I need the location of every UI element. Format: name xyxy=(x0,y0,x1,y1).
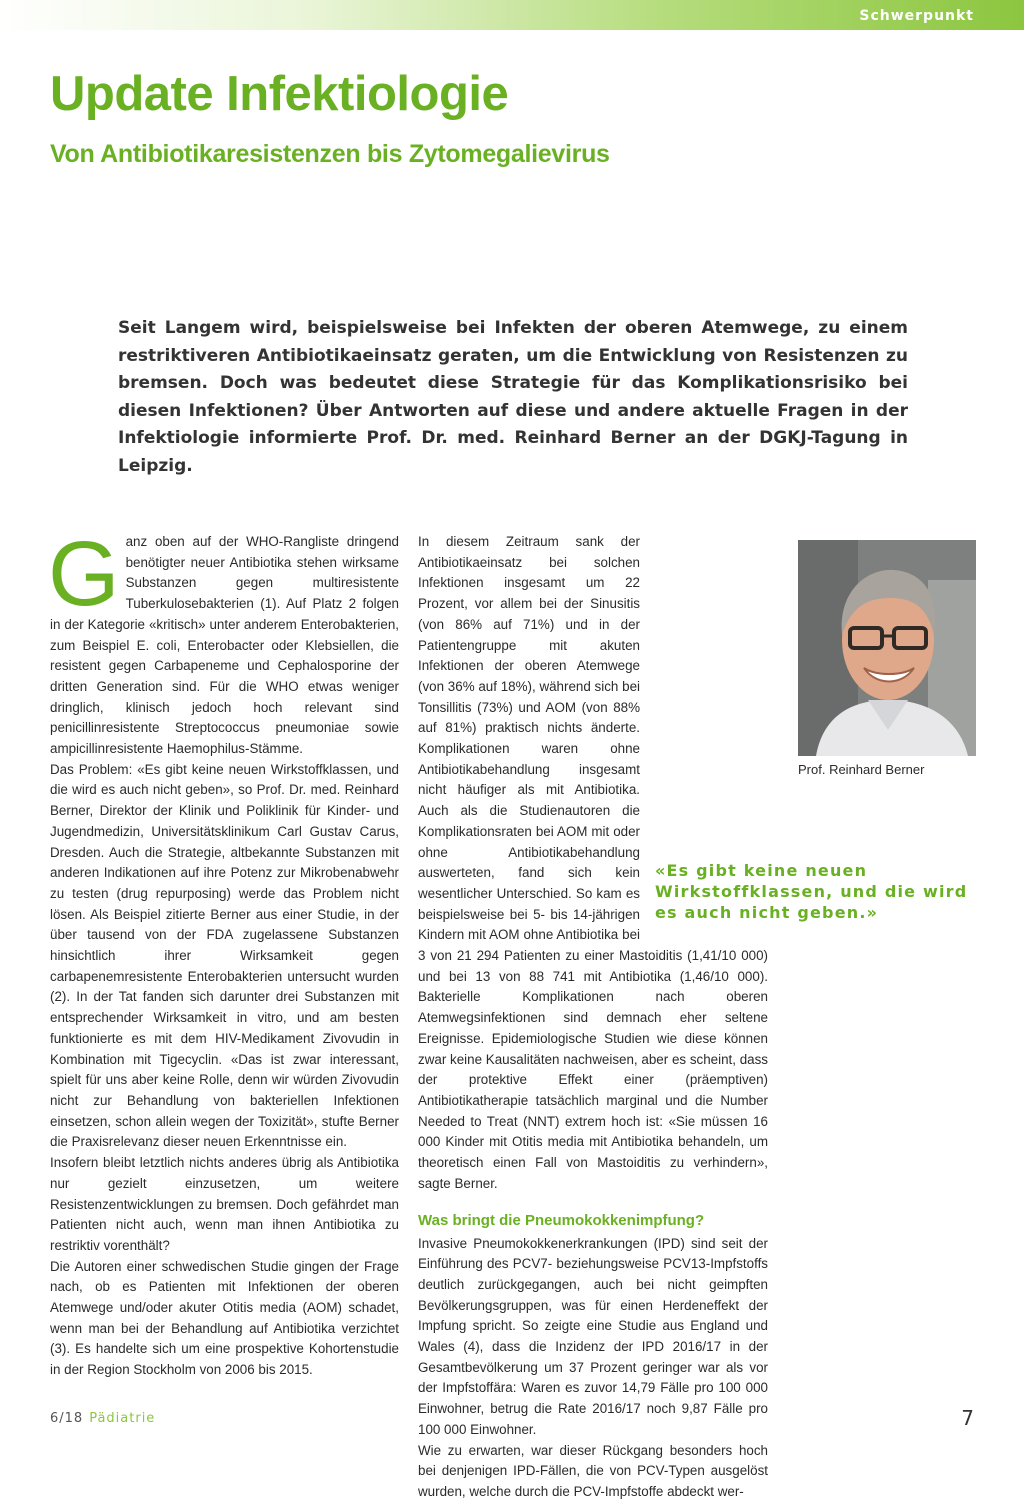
paragraph: Insofern bleibt letztlich nichts anderes übrig als Antibiotika nur gezielt einzusetzen, um weitere Resistenzentwicklungen zu bremsen. Doch gefährdet man Patienten nicht auch, wenn man ihnen Antibiotika zu restriktiv vorenthält? xyxy=(50,1155,399,1253)
photo-caption: Prof. Reinhard Berner xyxy=(798,762,925,777)
footer-issue xyxy=(50,1411,155,1426)
drop-cap: G xyxy=(48,523,120,625)
pull-quote: «Es gibt keine neuen Wirkstoffklassen, und die wird es auch nicht geben.» xyxy=(655,861,968,922)
issue-number: 6/18 xyxy=(50,1411,84,1426)
text-column-2 xyxy=(418,532,768,1503)
article-subtitle: Von Antibiotikaresistenzen bis Zytomegalievirus xyxy=(50,140,610,168)
section-heading: Was bringt die Pneumokokkenimpfung? xyxy=(418,1211,705,1229)
text-column-1 xyxy=(48,523,399,1381)
header-bar xyxy=(0,0,1024,30)
paragraph: anz oben auf der WHO-Rangliste dringend benötigter neuer Antibiotika stehen wirksame Substanzen gegen multiresistente Tuberkulosebakterien (1). Auf Platz 2 folgen in der Kategorie «kritisch» unter anderem Enterobakterien, zum Beispiel E. coli, Enterobacter oder Klebsiellen, die resistent gegen Carbapeneme und Cephalosporine der dritten Generation sind. Für die WHO etwas weniger dringlich, klinisch jedoch hoch relevant sind penicillinresistente Streptococcus pneumoniae sowie ampicillinresistente Haemophilus-Stämme. xyxy=(50,534,399,757)
paragraph: Invasive Pneumokokkenerkrankungen (IPD) sind seit der Einführung des PCV7- beziehungsweise PCV13-Impfstoffs deutlich zurückgegangen, auch bei nicht geimpften Bevölkerungsgruppen, was für einen Herdeneffekt der Impfung spricht. So zeigte eine Studie aus England und Wales (4), dass die Inzidenz der IPD 2016/17 in der Gesamtbevölkerung um 37 Prozent geringer war als vor der Impfstoffära: Waren es zuvor 14,79 Fälle pro 100 000 Einwohner, betrug die Rate 2016/17 noch 9,87 Fälle pro 100 000 Einwohner. xyxy=(418,1235,768,1437)
portrait-illustration xyxy=(798,540,976,756)
paragraph: In diesem Zeitraum sank der Antibiotikaeinsatz bei solchen Infektionen insgesamt um 22 Prozent, vor allem bei der Sinusitis (von 86% auf 71%) und in der Patientengruppe mit akuten Infektionen der oberen Atemwege (von 36% auf 18%), während sich bei Tonsillitis (73%) und AOM (von 88% auf 81%) praktisch nichts änderte. Komplikationen waren ohne Antibiotikabehandlung insgesamt nicht häufiger als mit Antibiotika. Auch als die Studienautoren die Komplikationsraten bei AOM mit oder ohne Antibiotikabehandlung auswerteten, fand sich kein wesentlicher Unterschied. So kam es beispielsweise bei 5- bis 14-jährigen Kindern mit AOM ohne Antibiotika bei 3 von 21 294 Patienten zu einer Mastoiditis (1,41/10 000) und bei 13 von 88 741 mit Antibiotika (1,46/10 000). Bakterielle Komplikationen nach oberen Atemwegsinfektionen sind demnach eher seltene Ereignisse. Epidemiologische Studien wie diese können zwar keine Kausalitäten nachweisen, aber es scheint, dass der protektive Effekt einer (präemptiven) Antibiotikatherapie tatsächlich marginal und die Number Needed to Treat (NNT) extrem hoch ist: «Sie müssen 16 000 Kinder mit Otitis media mit Antibiotika behandeln, um theoretisch einen Fall von Mastoiditis zu verhindern», sagte Berner. xyxy=(418,534,768,1191)
page-number: 7 xyxy=(961,1406,974,1430)
paragraph: Das Problem: «Es gibt keine neuen Wirkstoffklassen, und die wird es auch nicht geben», so Prof. Dr. med. Reinhard Berner, Direktor der Klinik und Poliklinik für Kinder- und Jugendmedizin, Universitätsklinikum Carl Gustav Carus, Dresden. Auch die Strategie, altbekannte Substanzen mit anderen Indikationen auf ihre Potenz zur Mikrobenabwehr zu testen (drug repurposing) werde das Problem nicht lösen. Als Beispiel zitierte Berner aus einer Studie, in der über tausend von der FDA zugelassene Substanzen hinsichtlich ihrer Wirksamkeit gegen carbapenemresistente Enterobakterien untersucht wurden (2). In der Tat fanden sich darunter drei Substanzen mit entsprechender Wirksamkeit in vitro, und am besten funktionierte es mit dem HIV-Medikament Zivovudin in Kombination mit Tigecyclin. «Das ist zwar interessant, spielt für uns aber keine Rolle, denn wir würden Zivovudin nicht zur Behandlung von bakteriellen Infektionen einsetzen, schon allein wegen der Toxizität», stufte Berner die Praxisrelevanz dieser neuen Erkenntnisse ein. xyxy=(50,761,399,1150)
article-lead: Seit Langem wird, beispielsweise bei Infekten der oberen Atemwege, zu einem restriktiveren Antibiotikaeinsatz geraten, um die Entwicklung von Resistenzen zu bremsen. Doch was bedeutet diese Strategie für das Komplikationsrisiko bei diesen Infektionen? Über Antworten auf diese und andere aktuelle Fragen in der Infektiologie informierte Prof. Dr. med. Reinhard Berner an der DGKJ-Tagung in Leipzig. xyxy=(118,318,908,476)
author-photo xyxy=(798,540,976,756)
article-title: Update Infektiologie xyxy=(50,67,509,121)
magazine-name: Pädiatrie xyxy=(89,1411,156,1426)
paragraph: Die Autoren einer schwedischen Studie gingen der Frage nach, ob es Patienten mit Infektionen der oberen Atemwege und/oder akuter Otitis media (AOM) schadet, wenn man bei der Behandlung auf Antibiotika verzichtet (3). Es handelte sich um eine prospektive Kohortenstudie in der Region Stockholm von 2006 bis 2015. xyxy=(50,1258,399,1378)
paragraph: Wie zu erwarten, war dieser Rückgang besonders hoch bei denjenigen IPD-Fällen, die von PCV-Typen ausgelöst wurden, welche durch die PCV-Impfstoffe abdeckt wer- xyxy=(418,1442,768,1499)
section-label: Schwerpunkt xyxy=(859,8,974,24)
